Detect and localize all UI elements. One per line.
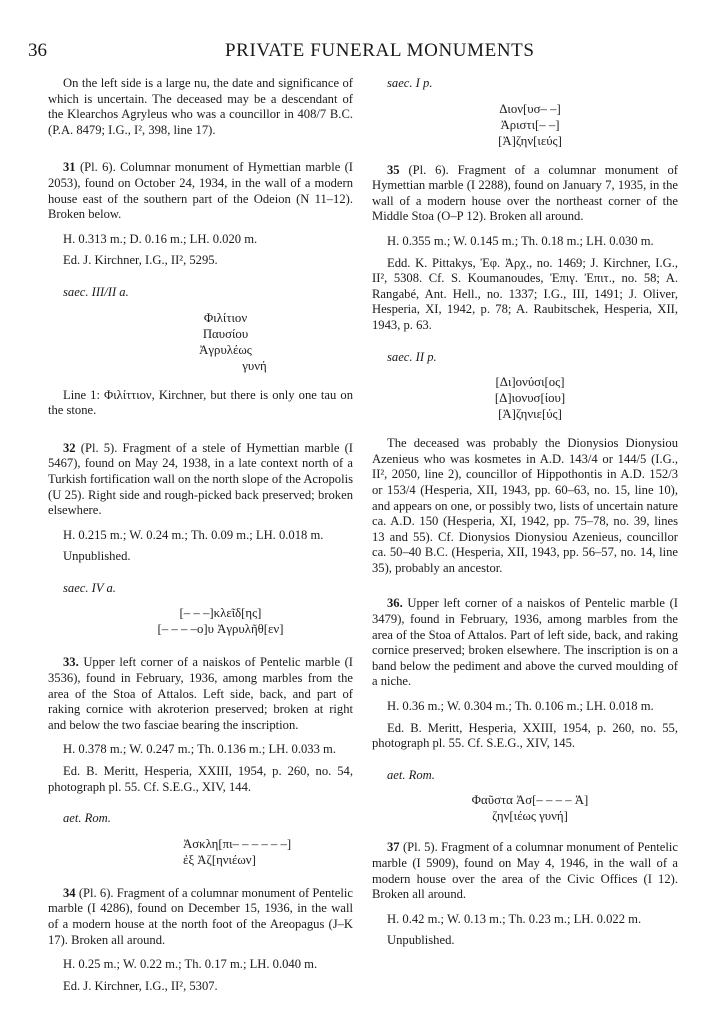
entry-date: saec. II p. — [387, 349, 437, 364]
entry-date: saec. IV a. — [63, 580, 116, 595]
inscription — [382, 374, 678, 422]
entry-description: (Pl. 6). Fragment of a columnar monument of Pentelic marble (I 4286), found on December 15, 1936, in the wall of a modern house at the north foot of the Areopagus (J–K 17). Broken all around. — [48, 885, 353, 947]
page-number: 36 — [28, 40, 47, 61]
entry-measurements: H. 0.378 m.; W. 0.247 m.; Th. 0.136 m.; LH. 0.033 m. — [63, 742, 336, 757]
inscription — [88, 836, 353, 868]
entry-date: saec. III/II a. — [63, 284, 129, 299]
entry-edition: Ed. J. Kirchner, I.G., II², 5295. — [63, 253, 218, 268]
entry-measurements: H. 0.355 m.; W. 0.145 m.; Th. 0.18 m.; LH. 0.030 m. — [387, 233, 654, 248]
inscription-line: Ἀσκλη[πι– – – – – –] — [183, 836, 292, 851]
inscription — [88, 605, 353, 637]
entry-date: aet. Rom. — [387, 767, 435, 782]
entry-description: (Pl. 5). Fragment of a columnar monument of Pentelic marble (I 5909), found on May 4, 1946, in the wall of a modern house over the area of the Civic Offices (I 12). Broken all around. — [372, 840, 678, 902]
entry-description: (Pl. 6). Fragment of a columnar monument of Hymettian marble (I 2288), found on January 7, 1935, in the wall of a modern house over the northeast corner of the Middle Stoa (O–P 12). Broken all around. — [372, 162, 678, 224]
entry-measurements: H. 0.36 m.; W. 0.304 m.; Th. 0.106 m.; LH. 0.018 m. — [387, 699, 654, 714]
page-header — [28, 40, 708, 70]
entry-edition: Unpublished. — [387, 933, 455, 948]
entry-edition: Unpublished. — [63, 549, 131, 564]
entry-edition: Edd. K. Pittakys, Ἐφ. Ἀρχ., no. 1469; J. Kirchner, I.G., II², 5308. Cf. S. Koumanoudes, Ἐπιγ. Ἐπιτ., no. 58; A. Rangabé, Ant. Hell., no. 1337; I.G., III, 1491; J. Oliver, Hesperia, XI, 1942, p. 78; A. Raubitschek, Hesperia, XII, 1943, p. 63. — [372, 255, 678, 332]
inscription-line: [– – –]κλεῖδ[ης] — [179, 606, 262, 621]
entry-number: 31 — [63, 160, 76, 175]
inscription-line: Φαῦστα Ἀσ[– – – – Ἀ] — [471, 793, 589, 808]
running-title: PRIVATE FUNERAL MONUMENTS — [225, 40, 535, 61]
entry-36 — [372, 596, 678, 690]
entry-edition: Ed. J. Kirchner, I.G., II², 5307. — [63, 978, 218, 993]
entry-edition: Ed. B. Meritt, Hesperia, XXIII, 1954, p. 260, no. 55, photograph pl. 55. Cf. S.E.G., XIV, 145. — [372, 720, 678, 751]
inscription-line: Φιλίτιον — [203, 310, 248, 325]
inscription — [382, 101, 678, 149]
entry-note: Line 1: Φιλίττιον, Kirchner, but there is only one tau on the stone. — [48, 387, 353, 418]
entry-32 — [48, 441, 353, 519]
inscription-line: [Ἀ]ζηνιε[ύς] — [498, 407, 562, 422]
inscription-line: Ἀγρυλέως — [199, 342, 252, 357]
entry-description: Upper left corner of a naiskos of Pentelic marble (I 3479), found in February, 1936, among marbles from the area of the Stoa of Attalos. Part of left side, back, and raking cornice preserved; broken elsewhere. The inscription is on a band below the pediment and above the curved moulding of a niche. — [372, 596, 678, 689]
entry-date: saec. I p. — [387, 76, 433, 90]
entry-commentary: The deceased was probably the Dionysios Dionysiou Azenieus who was kosmetes in A.D. 143/4 or 144/5 (I.G., II², 2050, line 2), councillor of Hippothontis in A.D. 152/3 or 153/4 (Hesperia, XII, 1943, pp. 60–63, no. 15, line 10), and appears on one, or possibly two, lists of uncertain nature ca. A.D. 150 (Hesperia, XI, 1942, pp. 75–78, no. 39, lines 13 and 55). Cf. Dionysios Dionysiou Azenieus, councillor ca. 50–40 B.C. (Hesperia, XII, 1943, pp. 56–57, no. 14, line 35), probably an ancestor. — [372, 436, 678, 575]
entry-description: (Pl. 5). Fragment of a stele of Hymettian marble (I 5467), found on May 24, 1938, in a late context north of a Turkish fortification wall on the north slope of the Acropolis (U 25). Right side and rough-picked back preserved; broken elsewhere. — [48, 440, 353, 518]
inscription-line: [Δι]ονύσι[ος] — [495, 375, 565, 390]
entry-number: 36. — [387, 596, 403, 611]
intro-paragraph: On the left side is a large nu, the date and significance of which is uncertain. The deceased may be a descendant of the Klearchos Agryleus who was a councillor in 408/7 B.C. (P.A. 8479; I.G., I², 398, line 17). — [48, 76, 353, 137]
entry-35 — [372, 163, 678, 225]
entry-number: 34 — [63, 885, 76, 900]
right-column — [372, 76, 678, 949]
inscription-line: Ἀριστι[– –] — [500, 117, 560, 132]
inscription-line: Παυσίου — [202, 326, 249, 341]
entry-37 — [372, 840, 678, 902]
entry-measurements: H. 0.215 m.; W. 0.24 m.; Th. 0.09 m.; LH. 0.018 m. — [63, 527, 324, 542]
entry-number: 35 — [387, 162, 400, 177]
inscription-line: [Ἀ]ζην[ιεύς] — [498, 133, 562, 148]
entry-number: 32 — [63, 440, 76, 455]
entry-measurements: H. 0.313 m.; D. 0.16 m.; LH. 0.020 m. — [63, 231, 258, 246]
left-column — [48, 76, 353, 994]
entry-date: aet. Rom. — [63, 811, 111, 826]
inscription-line: ζην[ιέως γυνή] — [492, 809, 568, 824]
inscription-line: [Δ]ιονυσ[ίου] — [494, 391, 566, 406]
inscription-line: ἐξ Ἀζ[ηνιέων] — [183, 852, 256, 867]
inscription-line: [– – – –ο]υ Ἀγρυλῆθ[εν] — [157, 622, 284, 637]
inscription-line: Διον[υσ– –] — [499, 101, 561, 116]
entry-description: (Pl. 6). Columnar monument of Hymettian marble (I 2053), found on October 24, 1934, in the wall of a modern house east of the southern part of the Odeion (N 11–12). Broken below. — [48, 160, 354, 222]
inscription — [382, 792, 678, 824]
entry-number: 37 — [387, 840, 400, 855]
entry-34 — [48, 886, 353, 948]
entry-measurements: H. 0.42 m.; W. 0.13 m.; Th. 0.23 m.; LH. 0.022 m. — [387, 911, 642, 926]
entry-description: Upper left corner of a naiskos of Pentelic marble (I 3536), found in February, 1936, among marbles from the area of the Stoa of Attalos. Left side, back, and part of raking cornice with akroterion preserved; broken at right and below the two fasciae bearing the inscription. — [48, 655, 353, 732]
entry-number: 33. — [63, 655, 79, 670]
inscription — [98, 310, 353, 374]
entry-edition: Ed. B. Meritt, Hesperia, XXIII, 1954, p. 260, no. 54, photograph pl. 55. Cf. S.E.G., XIV, 144. — [48, 764, 353, 794]
entry-measurements: H. 0.25 m.; W. 0.22 m.; Th. 0.17 m.; LH. 0.040 m. — [63, 957, 318, 972]
entry-31 — [48, 160, 353, 222]
entry-33 — [48, 655, 353, 733]
inscription-line: γυνή — [242, 358, 267, 373]
